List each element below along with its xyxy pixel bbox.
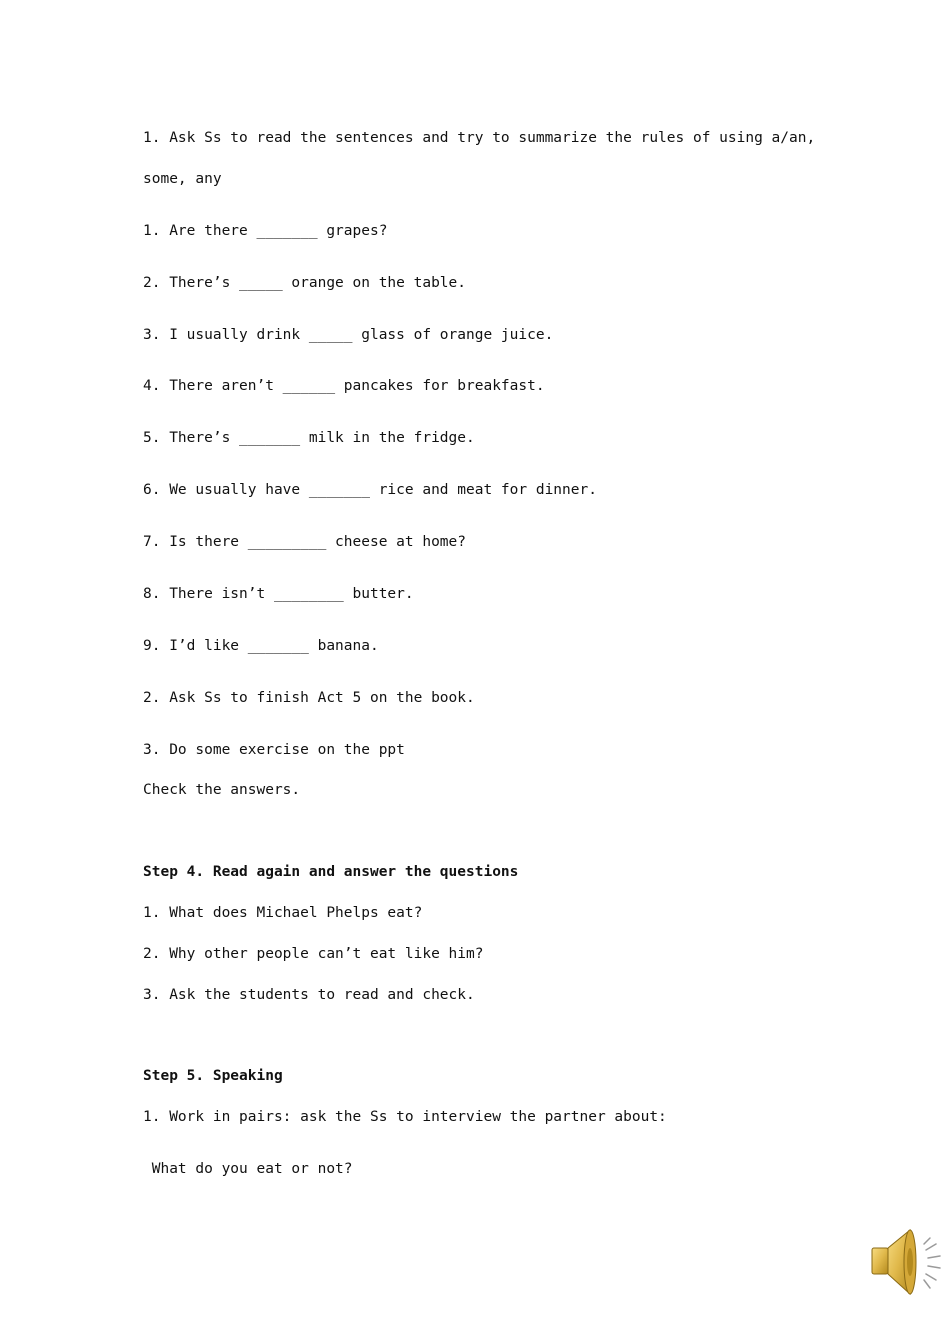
exercise-item: 2. There’s _____ orange on the table. xyxy=(143,275,467,291)
speaker-icon[interactable] xyxy=(866,1222,946,1302)
step5-item: What do you eat or not? xyxy=(143,1161,353,1177)
step4-item: 1. What does Michael Phelps eat? xyxy=(143,905,423,921)
exercise-item: 8. There isn’t ________ butter. xyxy=(143,586,414,602)
task-exercise-ppt: 3. Do some exercise on the ppt xyxy=(143,742,405,758)
step5-item: 1. Work in pairs: ask the Ss to interview the partner about: xyxy=(143,1109,667,1125)
intro-line-1: 1. Ask Ss to read the sentences and try to summarize the rules of using a/an, xyxy=(143,130,816,146)
exercise-item: 4. There aren’t ______ pancakes for breakfast. xyxy=(143,378,545,394)
exercise-item: 6. We usually have _______ rice and meat for dinner. xyxy=(143,482,597,498)
exercise-item: 5. There’s _______ milk in the fridge. xyxy=(143,430,475,446)
exercise-item: 1. Are there _______ grapes? xyxy=(143,223,388,239)
intro-line-2: some, any xyxy=(143,171,222,187)
step5-heading: Step 5. Speaking xyxy=(143,1068,283,1084)
step4-item: 2. Why other people can’t eat like him? xyxy=(143,946,484,962)
task-check-answers: Check the answers. xyxy=(143,782,301,798)
task-act5: 2. Ask Ss to finish Act 5 on the book. xyxy=(143,690,475,706)
exercise-item: 7. Is there _________ cheese at home? xyxy=(143,534,467,550)
step4-item: 3. Ask the students to read and check. xyxy=(143,987,475,1003)
step4-heading: Step 4. Read again and answer the questions xyxy=(143,864,519,880)
speaker-icon-graphic xyxy=(866,1222,946,1302)
exercise-item: 9. I’d like _______ banana. xyxy=(143,638,379,654)
exercise-item: 3. I usually drink _____ glass of orange juice. xyxy=(143,327,554,343)
